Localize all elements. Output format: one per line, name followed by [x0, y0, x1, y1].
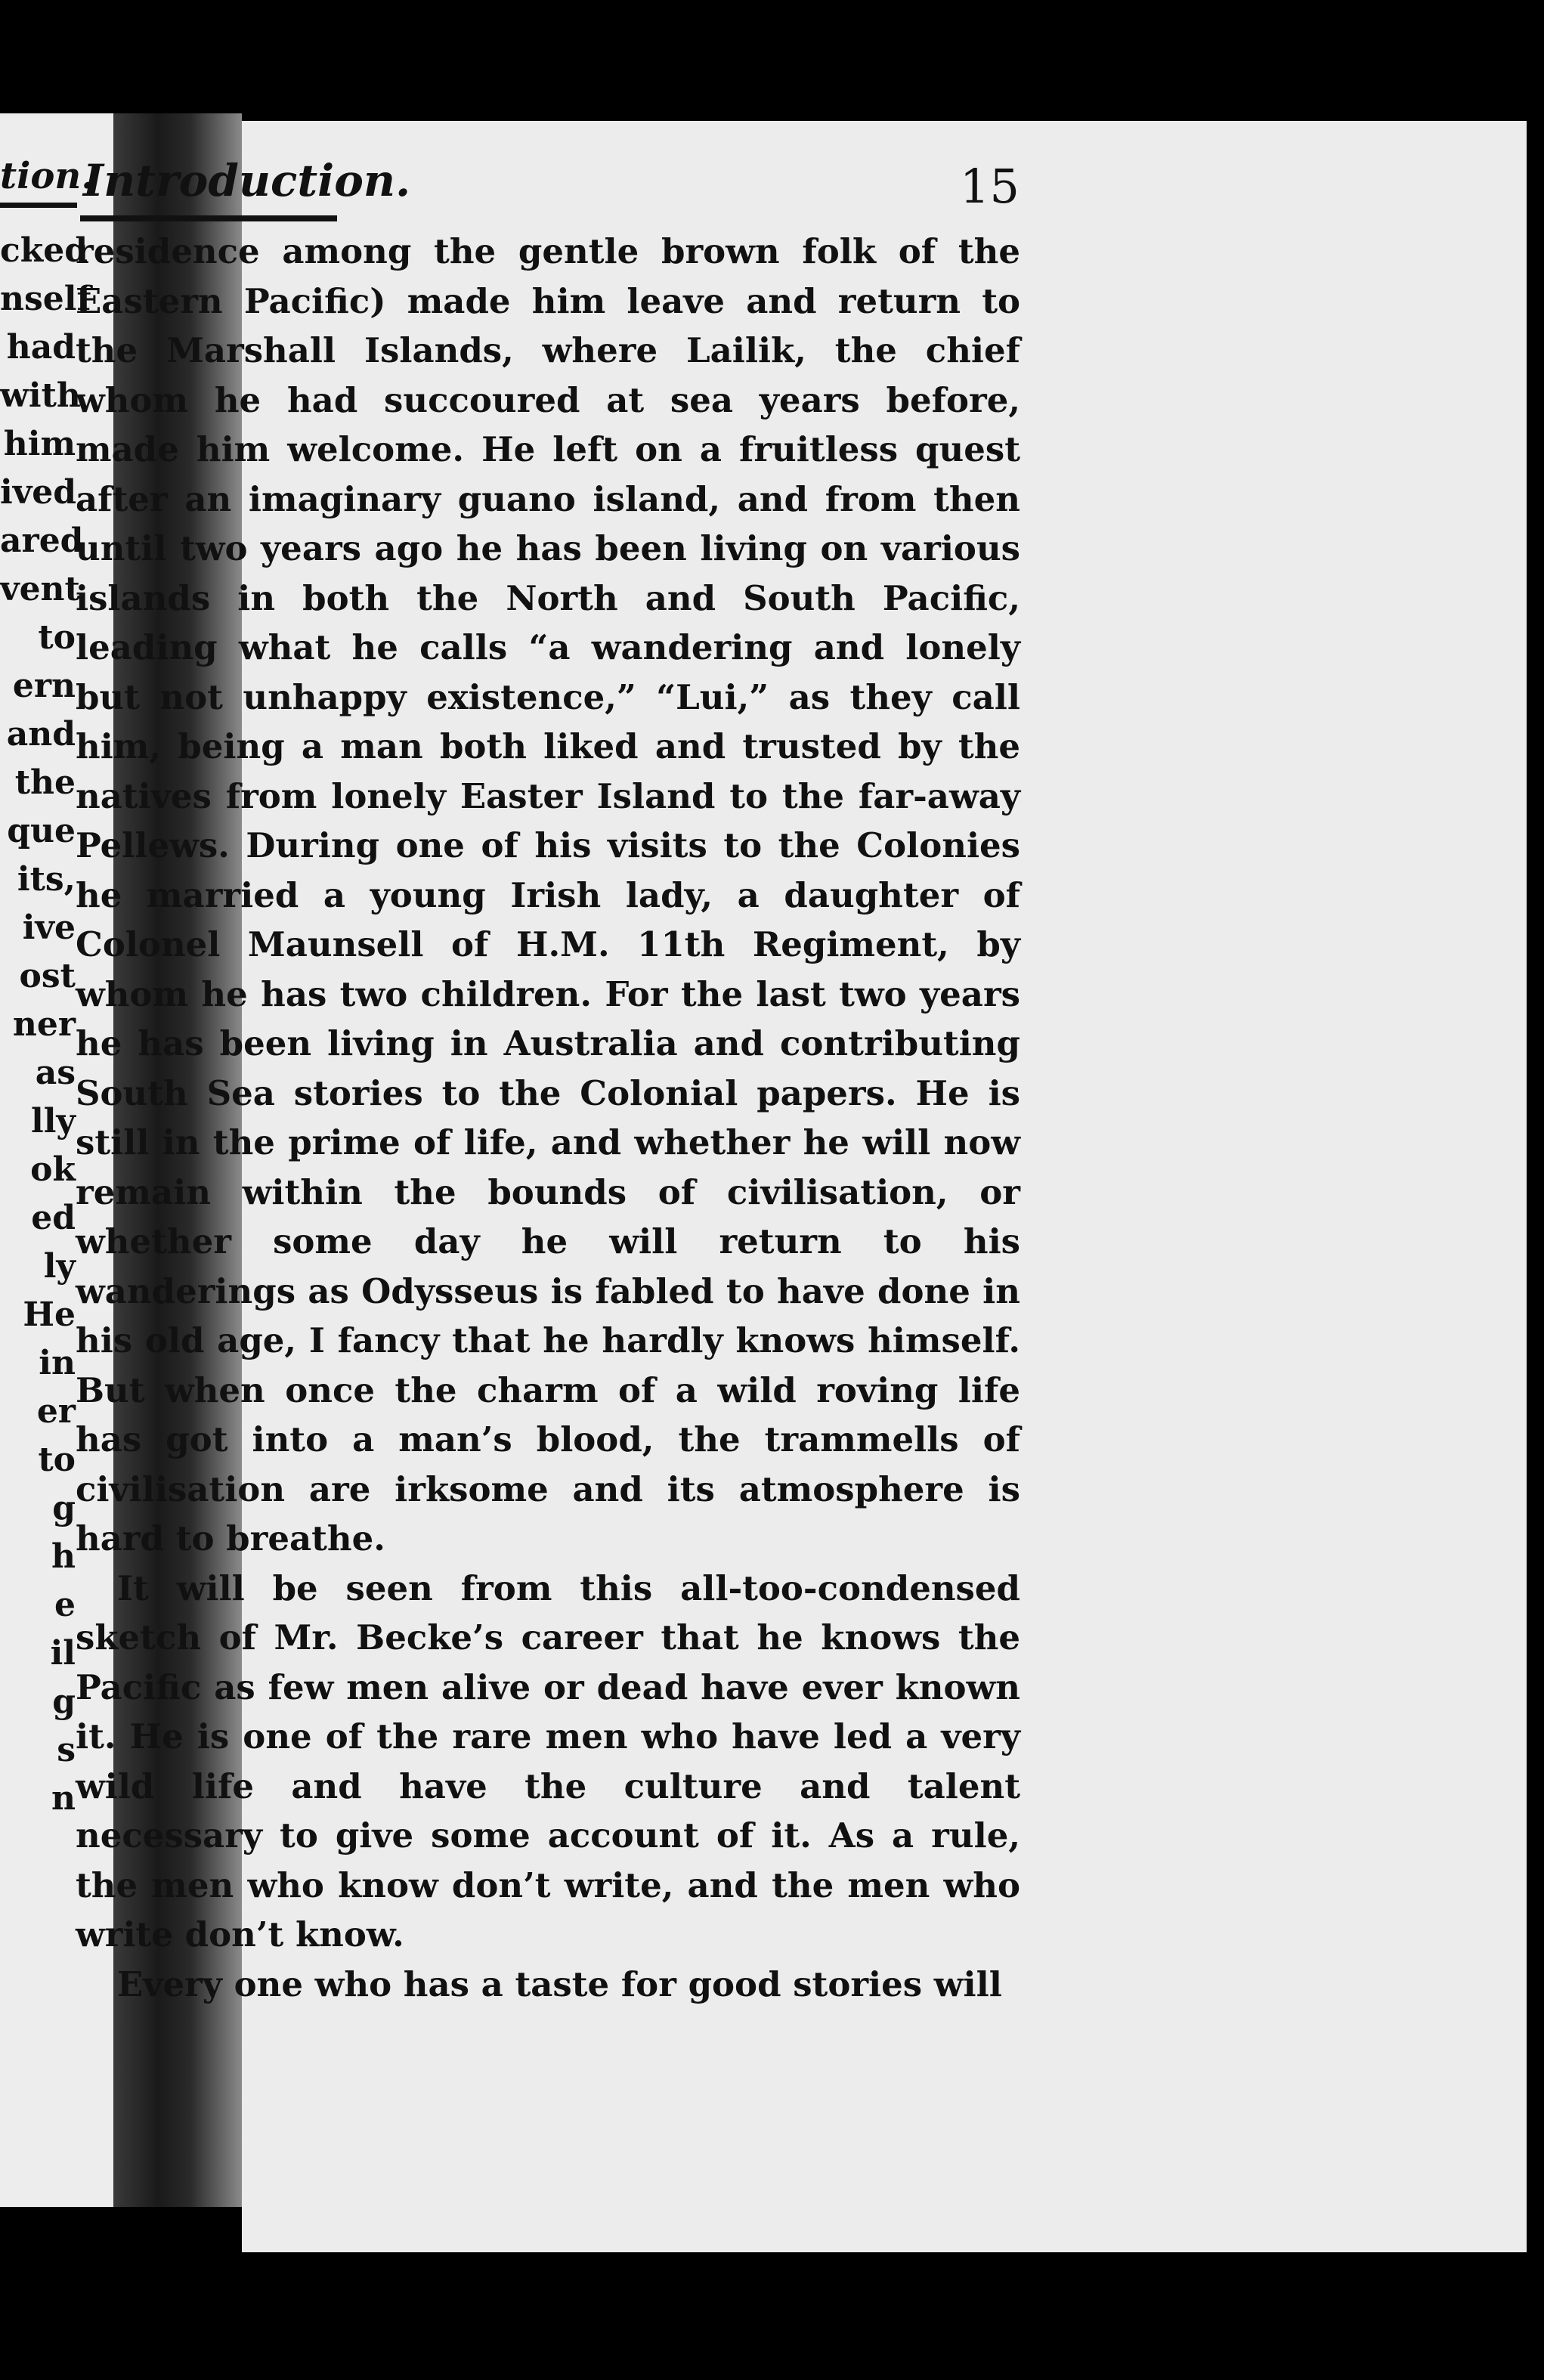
left-page-line-ending: with: [0, 376, 81, 415]
left-page-line-ending: cked: [0, 231, 88, 270]
left-page-line-endings: [0, 227, 91, 1823]
left-page-line-ending: s: [57, 1731, 76, 1769]
left-page-line-ending: ared: [0, 521, 84, 560]
left-page-line-ending: ok: [30, 1150, 76, 1189]
left-page-running-head: tion.: [0, 155, 94, 197]
left-page-line-ending: as: [35, 1054, 76, 1092]
left-page-line-ending: g: [52, 1682, 76, 1721]
left-page-line-ending: ern: [12, 667, 76, 705]
left-page-line-ending: ost: [19, 957, 76, 995]
left-page-line-ending: him: [3, 425, 76, 463]
left-page-line-ending: que: [7, 812, 76, 850]
left-page-head-rule: [0, 203, 77, 208]
running-head-rule: [80, 215, 337, 221]
left-page-line-ending: ly: [43, 1247, 76, 1286]
paragraph: It will be seen from this all-too-condensed sketch of Mr. Becke’s career that he knows the Pacific as few men alive or dead have ever known it. He is one of the rare men who have led a very wild life and have the culture and talent necessary to give some account of it. As a rule, the men who know don’t write, and the men who write don’t know.: [76, 1568, 1020, 1954]
left-page-line-ending: ner: [12, 1005, 76, 1044]
left-page-line-ending: He: [23, 1295, 76, 1334]
body-text: [76, 227, 1020, 2009]
running-head: Introduction.: [83, 155, 411, 206]
left-page-line-ending: to: [38, 1441, 76, 1479]
paragraph-continued: residence among the gentle brown folk of the Eastern Pacific) made him leave and return to the Marshall Islands, where Lailik, the chief whom he had succoured at sea years before, made him welcome. He left on a fruitless quest after an imaginary guano island, and from then until two years ago he has been living on various islands in both the North and South Pacific, leading what he calls “a wandering and lonely but not unhappy existence,” “Lui,” as they call him, being a man both liked and trusted by the natives from lonely Easter Island to the far-away Pellews. During one of his visits to the Colonies he married a young Irish lady, a daughter of Colonel Maunsell of H.M. 11th Regiment, by whom he has two children. For the last two years he has been living in Australia and contributing South Sea stories to the Colonial papers. He is still in the prime of life, and whether he will now remain within the bounds of civilisation, or whether some day he will return to his wanderings as Odysseus is fabled to have done in his old age, I fancy that he hardly knows himself. But when once the charm of a wild roving life has got into a man’s blood, the trammells of civilisation are irksome and its atmosphere is hard to breathe.: [76, 231, 1020, 1558]
left-page-line-ending: ed: [31, 1199, 76, 1237]
left-page-line-ending: n: [51, 1779, 76, 1818]
left-page-line-ending: to: [38, 618, 76, 657]
left-page-line-ending: ive: [22, 908, 76, 947]
left-page-line-ending: er: [36, 1392, 76, 1431]
left-page-line-ending: nself: [0, 280, 91, 318]
left-page-line-ending: its,: [17, 860, 76, 899]
left-page-line-ending: lly: [31, 1102, 76, 1140]
left-page-line-ending: e: [54, 1586, 76, 1624]
left-page-line-ending: had: [6, 328, 76, 367]
left-page-line-ending: h: [51, 1537, 76, 1576]
left-page-line-ending: and: [6, 715, 76, 754]
left-page-line-ending: ived: [0, 473, 77, 512]
page-number: 15: [960, 159, 1020, 214]
left-page-line-ending: vent: [0, 570, 80, 608]
paragraph: Every one who has a taste for good stories will: [117, 1964, 1002, 2004]
left-page-line-ending: the: [14, 763, 76, 802]
left-page-line-ending: g: [52, 1489, 76, 1527]
left-page-line-ending: il: [50, 1634, 76, 1673]
left-page-line-ending: in: [39, 1344, 76, 1382]
